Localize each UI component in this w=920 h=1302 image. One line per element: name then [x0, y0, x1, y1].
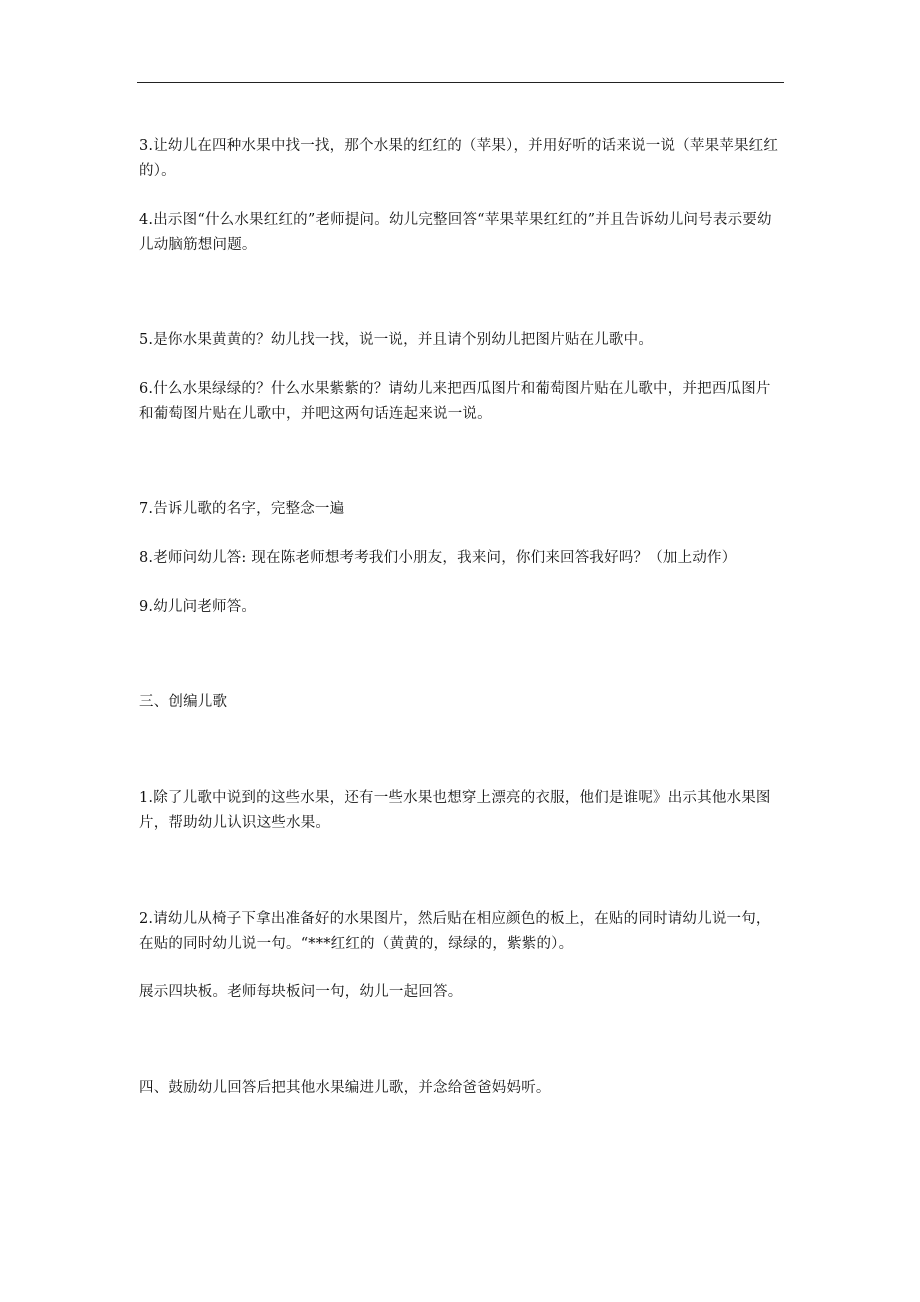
step-8-paragraph: 8.老师问幼儿答: 现在陈老师想考考我们小朋友，我来问，你们来回答我好吗？（加上动作）: [139, 550, 737, 566]
step-6-paragraph: 6.什么水果绿绿的？什么水果紫紫的？请幼儿来把西瓜图片和葡萄图片贴在儿歌中，并把西瓜图片和葡萄图片贴在儿歌中，并吧这两句话连起来说一说。: [139, 381, 771, 422]
step-5-paragraph: 5.是你水果黄黄的？幼儿找一找，说一说，并且请个别幼儿把图片贴在儿歌中。: [139, 332, 654, 348]
show-boards-paragraph: 展示四块板。老师每块板问一句，幼儿一起回答。: [139, 984, 463, 1000]
create-step-2-paragraph: 2.请幼儿从椅子下拿出准备好的水果图片，然后贴在相应颜色的板上，在贴的同时请幼儿说一句，在贴的同时幼儿说一句。“***红红的（黄黄的，绿绿的，紫紫的）。: [139, 911, 771, 952]
step-3-paragraph: 3.让幼儿在四种水果中找一找，那个水果的红红的（苹果），并用好听的话来说一说（苹果苹果红红的）。: [139, 138, 779, 179]
header-rule: [137, 82, 784, 83]
section-3-heading: 三、创编儿歌: [139, 694, 228, 710]
create-step-1-paragraph: 1.除了儿歌中说到的这些水果，还有一些水果也想穿上漂亮的衣服，他们是谁呢》出示其他水果图片，帮助幼儿认识这些水果。: [139, 790, 771, 831]
step-7-paragraph: 7.告诉儿歌的名字，完整念一遍: [139, 501, 345, 517]
step-4-paragraph: 4.出示图“什么水果红红的”老师提问。幼儿完整回答“苹果苹果红红的”并且告诉幼儿问号表示要幼儿动脑筋想问题。: [139, 212, 772, 253]
section-4-heading: 四、鼓励幼儿回答后把其他水果编进儿歌，并念给爸爸妈妈听。: [139, 1080, 551, 1096]
step-9-paragraph: 9.幼儿问老师答。: [139, 599, 257, 615]
